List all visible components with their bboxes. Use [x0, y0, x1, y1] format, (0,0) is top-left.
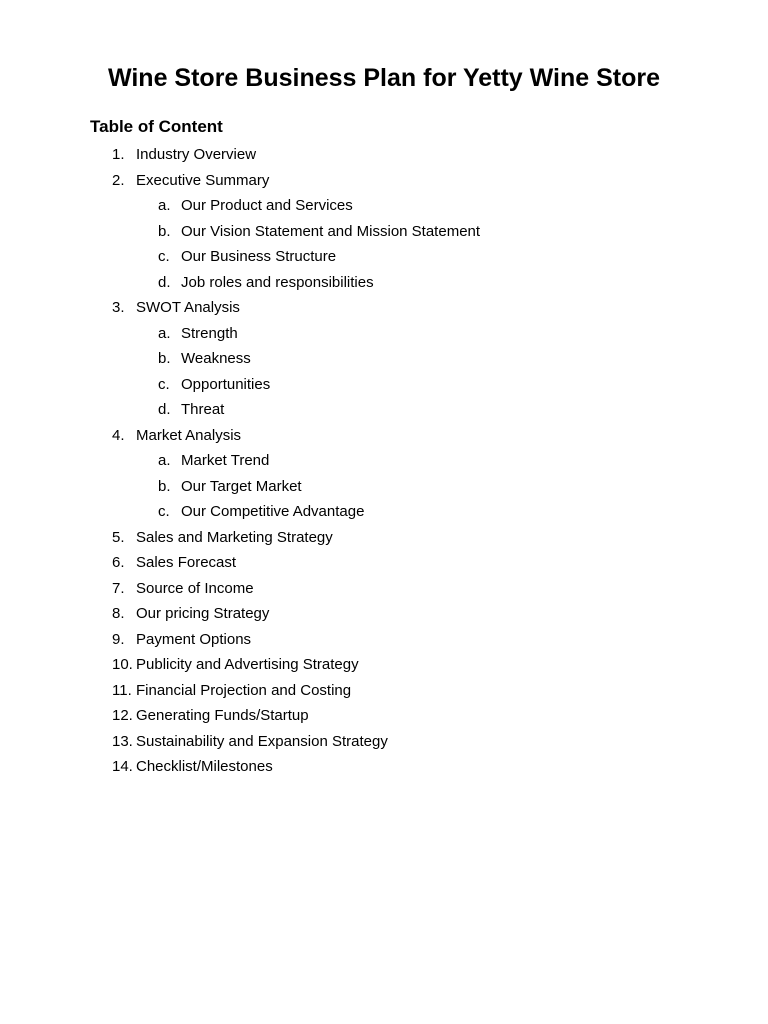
- toc-subitem: [0, 321, 768, 347]
- toc-subitem: [0, 448, 768, 474]
- toc-item-number: 8.: [112, 605, 125, 622]
- toc-subitem: [0, 397, 768, 423]
- toc-subitem-letter: a.: [158, 452, 171, 469]
- toc-subitem-letter: c.: [158, 503, 170, 520]
- toc-item: [0, 550, 768, 576]
- toc-item: [0, 627, 768, 653]
- toc-item-number: 2.: [112, 171, 125, 189]
- toc-subitem-letter: b.: [158, 350, 171, 367]
- toc-subitem-label: Our Business Structure: [181, 248, 337, 265]
- toc-item-label: Executive Summary: [136, 171, 270, 189]
- toc-item: [0, 168, 768, 194]
- toc-item-label: Payment Options: [136, 630, 252, 648]
- toc-subitem: [0, 270, 768, 296]
- toc-item-label: Financial Projection and Costing: [136, 681, 352, 699]
- toc-subitem: [0, 372, 768, 398]
- toc-subitem: [0, 219, 768, 245]
- toc-item-number: 11.: [112, 681, 132, 699]
- table-of-contents: [0, 142, 768, 780]
- toc-item-number: 3.: [112, 299, 125, 316]
- toc-item-number: 4.: [112, 426, 125, 444]
- toc-item: [0, 703, 768, 729]
- toc-subitem: [0, 193, 768, 219]
- toc-item-label: Generating Funds/Startup: [136, 707, 309, 724]
- toc-subitem-label: Our Competitive Advantage: [181, 503, 365, 520]
- toc-item-label: Publicity and Advertising Strategy: [136, 656, 359, 673]
- toc-item: [0, 525, 768, 551]
- toc-item-label: Sales and Marketing Strategy: [136, 528, 333, 546]
- toc-subitem-letter: d.: [158, 401, 171, 418]
- toc-subitem-label: Our Target Market: [181, 477, 302, 495]
- toc-subitem: [0, 474, 768, 500]
- toc-item-number: 12.: [112, 707, 133, 724]
- toc-item-number: 14.: [112, 758, 133, 775]
- toc-item-label: Market Analysis: [136, 426, 242, 444]
- toc-item: [0, 423, 768, 449]
- toc-item-label: Our pricing Strategy: [136, 605, 270, 622]
- toc-item-number: 6.: [112, 554, 125, 571]
- toc-subitem-letter: b.: [158, 222, 171, 240]
- toc-item-number: 10.: [112, 656, 133, 673]
- toc-subitem-label: Strength: [181, 324, 238, 342]
- toc-item: [0, 576, 768, 602]
- toc-item: [0, 652, 768, 678]
- toc-subitem-label: Market Trend: [181, 452, 270, 469]
- toc-item: [0, 729, 768, 755]
- toc-item-label: SWOT Analysis: [136, 299, 240, 316]
- toc-subitem-letter: c.: [158, 248, 170, 265]
- toc-item-number: 1.: [112, 146, 125, 163]
- toc-item-label: Sales Forecast: [136, 554, 237, 571]
- toc-subitem-label: Our Product and Services: [181, 197, 353, 214]
- toc-subitem: [0, 346, 768, 372]
- toc-subitem-label: Job roles and responsibilities: [181, 273, 374, 291]
- toc-item: [0, 678, 768, 704]
- toc-subitem: [0, 244, 768, 270]
- toc-item: [0, 754, 768, 780]
- toc-subitem-letter: d.: [158, 273, 171, 291]
- toc-item-label: Checklist/Milestones: [136, 758, 273, 775]
- toc-subitem-letter: b.: [158, 477, 171, 495]
- toc-subitem-letter: a.: [158, 197, 171, 214]
- toc-item-number: 13.: [112, 732, 133, 750]
- toc-item-number: 5.: [112, 528, 125, 546]
- toc-item: [0, 601, 768, 627]
- toc-heading: Table of Content: [90, 117, 223, 136]
- toc-subitem-label: Weakness: [181, 350, 251, 367]
- toc-subitem-label: Our Vision Statement and Mission Statement: [181, 222, 481, 240]
- toc-item-label: Industry Overview: [136, 146, 257, 163]
- toc-item-label: Source of Income: [136, 579, 254, 597]
- toc-item: [0, 142, 768, 168]
- toc-subitem-label: Opportunities: [181, 375, 271, 393]
- toc-item-label: Sustainability and Expansion Strategy: [136, 732, 388, 750]
- toc-subitem-label: Threat: [181, 401, 225, 418]
- document-title: Wine Store Business Plan for Yetty Wine Store: [107, 64, 660, 92]
- toc-item-number: 9.: [112, 630, 125, 648]
- toc-item: [0, 295, 768, 321]
- toc-item-number: 7.: [112, 579, 125, 597]
- toc-subitem: [0, 499, 768, 525]
- toc-subitem-letter: c.: [158, 375, 170, 393]
- toc-subitem-letter: a.: [158, 324, 171, 342]
